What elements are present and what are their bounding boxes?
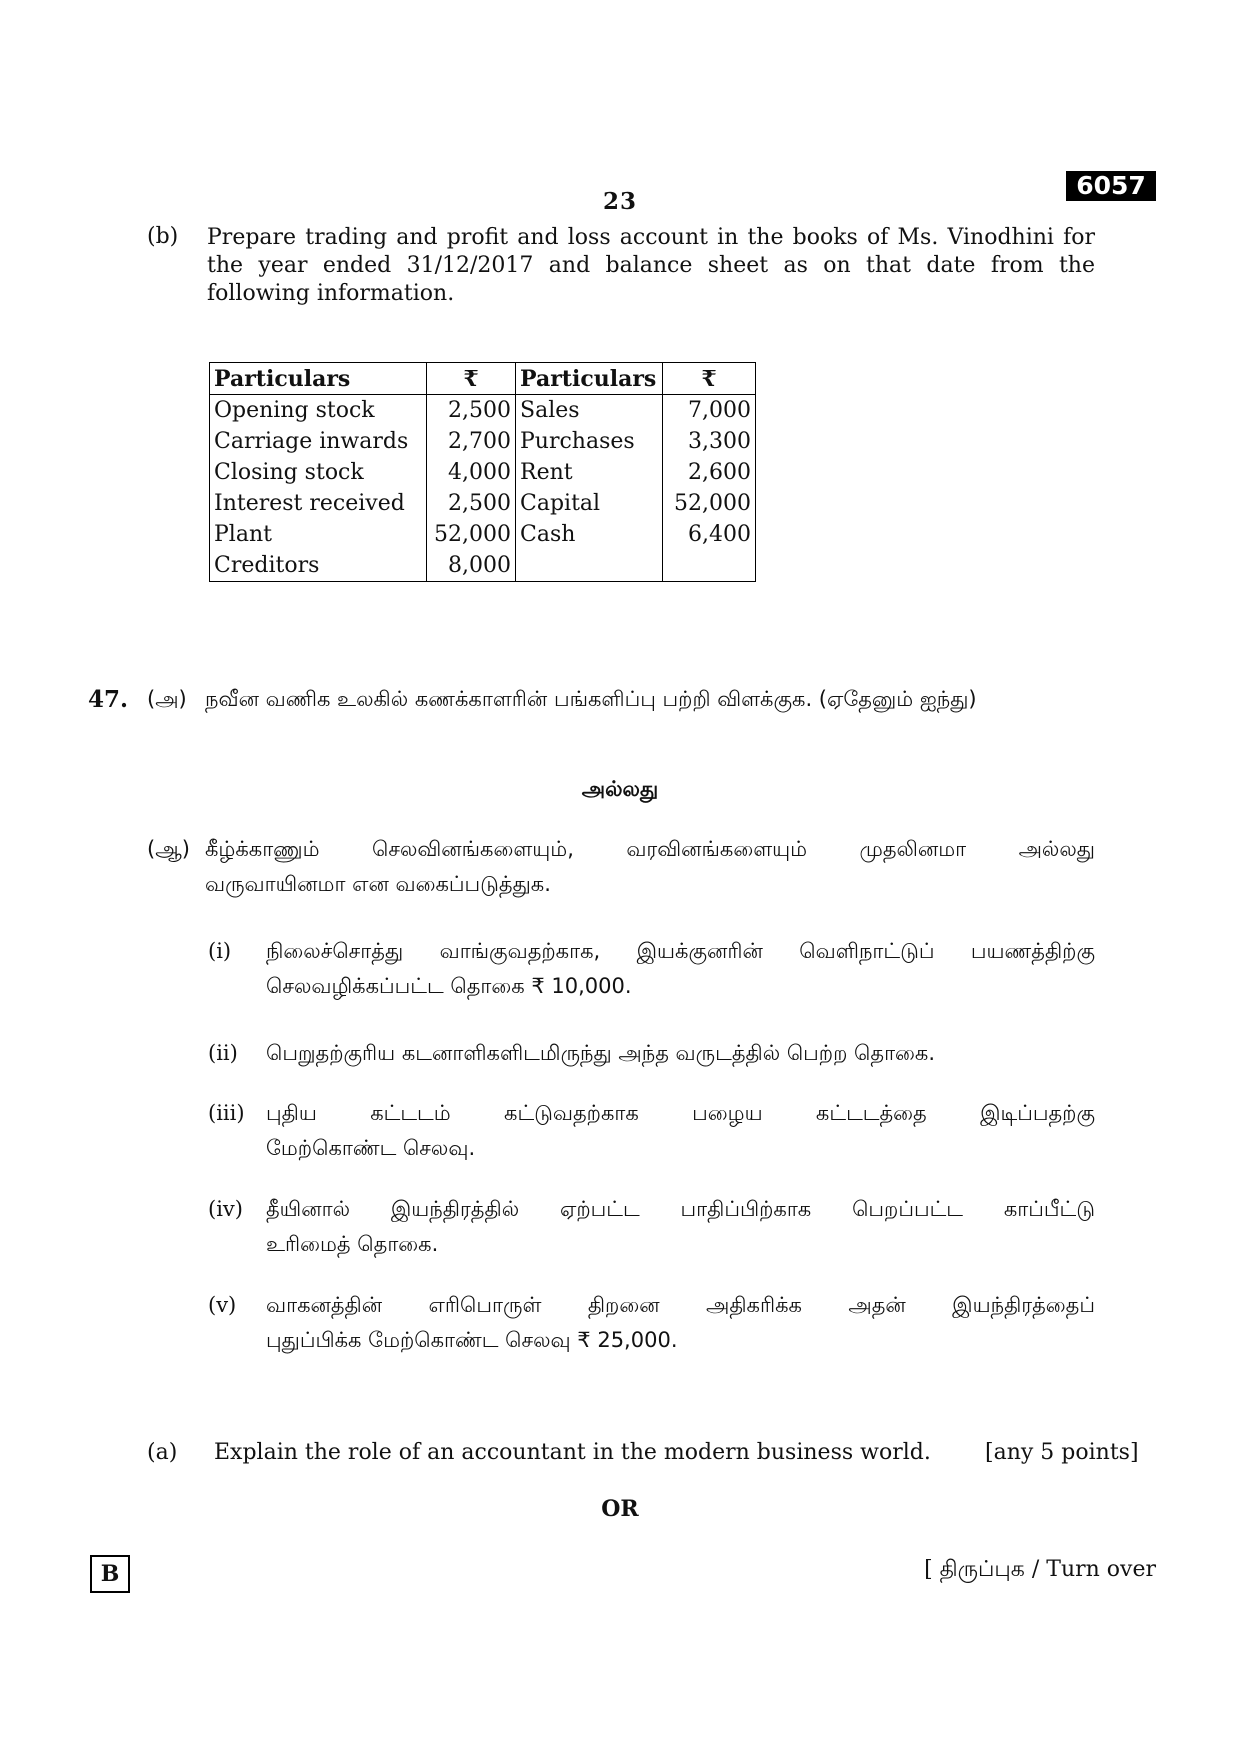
- sub-item-text-line1: நிலைச்சொத்து வாங்குவதற்காக, இயக்குனரின் வெளிநாட்டுப் பயணத்திற்கு: [266, 939, 1095, 963]
- table-cell: Creditors: [210, 550, 427, 582]
- table-cell: [516, 550, 663, 582]
- table-cell: Plant: [210, 519, 427, 550]
- sub-item-text-line2: உரிமைத் தொகை.: [266, 1232, 439, 1256]
- sub-item-text-line2: செலவழிக்கப்பட்ட தொகை ₹ 10,000.: [266, 974, 632, 998]
- table-cell: Closing stock: [210, 457, 427, 488]
- table-row: [210, 395, 756, 427]
- sub-item-text-line1: பெறுதற்குரிய கடனாளிகளிடமிருந்து அந்த வருடத்தில் பெற்ற தொகை.: [266, 1041, 936, 1065]
- question-label-b: (b): [147, 224, 179, 249]
- table-header-cell: ₹: [663, 363, 756, 395]
- sub-item-label: (i): [208, 939, 232, 963]
- table-cell: Sales: [516, 395, 663, 427]
- question-label-b-tamil: (ஆ): [147, 837, 190, 861]
- table-cell: 7,000: [663, 395, 756, 427]
- table-cell: [663, 550, 756, 582]
- table-cell: Capital: [516, 488, 663, 519]
- table-cell: Rent: [516, 457, 663, 488]
- or-english-heading: OR: [601, 1496, 639, 1522]
- question-47b-tamil-line2: வருவாயினமா என வகைப்படுத்துக.: [205, 872, 551, 896]
- table-row: [210, 519, 756, 550]
- sub-item-label: (ii): [208, 1041, 238, 1065]
- question-label-a-tamil: (அ): [147, 687, 187, 711]
- question-47a-tamil-text: நவீன வணிக உலகில் கணக்காளரின் பங்களிப்பு பற்றி விளக்குக. (ஏதேனும் ஐந்து): [205, 687, 977, 711]
- table-cell: 4,000: [427, 457, 516, 488]
- table-cell: Cash: [516, 519, 663, 550]
- table-cell: 2,500: [427, 488, 516, 519]
- marks-note: [any 5 points]: [985, 1440, 1139, 1465]
- particulars-table: [209, 362, 756, 582]
- table-cell: 2,700: [427, 426, 516, 457]
- table-header-cell: ₹: [427, 363, 516, 395]
- paper-code-badge: 6057: [1066, 171, 1156, 201]
- question-number-47: 47.: [88, 686, 129, 713]
- or-tamil-heading: அல்லது: [581, 777, 659, 801]
- table-cell: 52,000: [663, 488, 756, 519]
- question-46b-text: Prepare trading and profit and loss account in the books of Ms. Vinodhini for the year ended 31/12/2017 and balance sheet as on that date from the following information.: [207, 225, 1095, 306]
- table-header-row: [210, 363, 756, 395]
- table-row: [210, 488, 756, 519]
- sub-item-label: (v): [208, 1293, 237, 1317]
- table-row: [210, 550, 756, 582]
- table-row: [210, 457, 756, 488]
- page-number: 23: [602, 188, 637, 215]
- sub-item-label: (iv): [208, 1197, 243, 1221]
- table-cell: Carriage inwards: [210, 426, 427, 457]
- turn-over-note: [ திருப்புக / Turn over: [924, 1557, 1156, 1582]
- table-cell: 8,000: [427, 550, 516, 582]
- table-cell: Interest received: [210, 488, 427, 519]
- table-cell: Purchases: [516, 426, 663, 457]
- table-cell: 52,000: [427, 519, 516, 550]
- question-label-a-english: (a): [147, 1440, 178, 1465]
- sub-item-text-line1: புதிய கட்டடம் கட்டுவதற்காக பழைய கட்டடத்தை இடிப்பதற்கு: [266, 1101, 1095, 1125]
- table-cell: 6,400: [663, 519, 756, 550]
- table-cell: 2,600: [663, 457, 756, 488]
- table-header-cell: Particulars: [210, 363, 427, 395]
- question-47a-english-text: Explain the role of an accountant in the modern business world.: [214, 1440, 931, 1465]
- table-cell: Opening stock: [210, 395, 427, 427]
- sub-item-label: (iii): [208, 1101, 245, 1125]
- sub-item-text-line2: புதுப்பிக்க மேற்கொண்ட செலவு ₹ 25,000.: [266, 1328, 678, 1352]
- sub-item-text-line1: தீயினால் இயந்திரத்தில் ஏற்பட்ட பாதிப்பிற்காக பெறப்பட்ட காப்பீட்டு: [266, 1197, 1095, 1221]
- series-box: B: [90, 1555, 130, 1593]
- sub-item-text-line1: வாகனத்தின் எரிபொருள் திறனை அதிகரிக்க அதன் இயந்திரத்தைப்: [266, 1293, 1095, 1317]
- question-47b-tamil-line1: கீழ்க்காணும் செலவினங்களையும், வரவினங்களையும் முதலினமா அல்லது: [205, 837, 1095, 861]
- table-row: [210, 426, 756, 457]
- table-header-cell: Particulars: [516, 363, 663, 395]
- sub-item-text-line2: மேற்கொண்ட செலவு.: [266, 1136, 476, 1160]
- table-cell: 2,500: [427, 395, 516, 427]
- table-cell: 3,300: [663, 426, 756, 457]
